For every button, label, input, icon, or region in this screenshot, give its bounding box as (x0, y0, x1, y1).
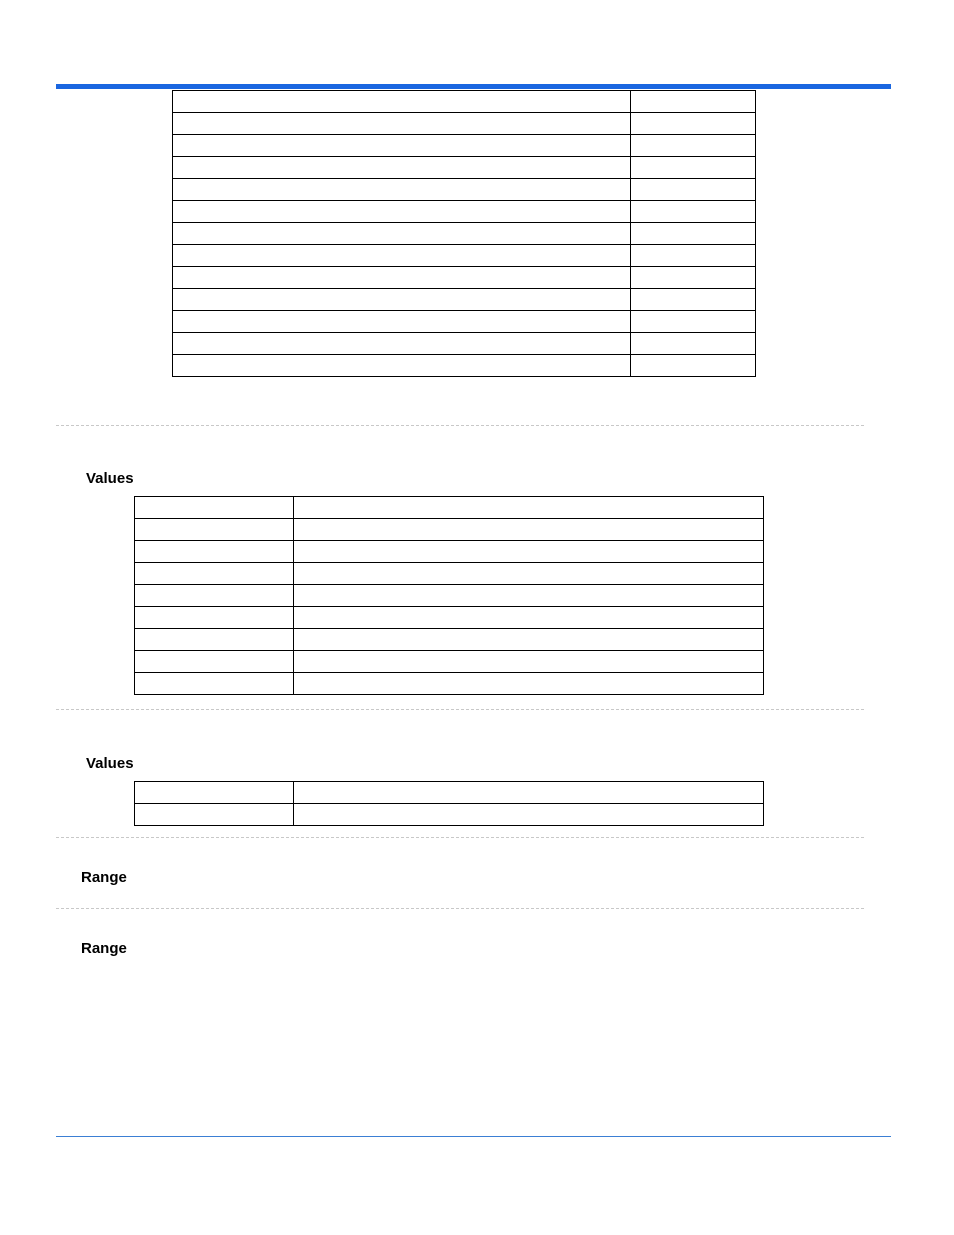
footer-rule (56, 1136, 891, 1137)
table-cell (294, 497, 764, 519)
table-cell (631, 201, 756, 223)
table-cell (294, 673, 764, 695)
table-row (173, 245, 756, 267)
table-1-body (173, 91, 756, 377)
table-cell (294, 519, 764, 541)
table-row (135, 651, 764, 673)
section-heading-values: Values (86, 755, 134, 772)
section-heading-range: Range (81, 940, 127, 957)
table-row (173, 333, 756, 355)
table-cell (631, 289, 756, 311)
table-cell (173, 223, 631, 245)
table-cell (631, 245, 756, 267)
table-cell (135, 519, 294, 541)
table-cell (135, 782, 294, 804)
table-row (135, 629, 764, 651)
table-cell (294, 782, 764, 804)
table-1 (172, 90, 756, 377)
table-cell (631, 157, 756, 179)
table-row (135, 497, 764, 519)
table-row (135, 673, 764, 695)
table-cell (631, 135, 756, 157)
table-row (135, 804, 764, 826)
table-cell (631, 113, 756, 135)
table-cell (294, 629, 764, 651)
table-cell (294, 541, 764, 563)
table-cell (631, 333, 756, 355)
table-row (173, 223, 756, 245)
table-cell (173, 267, 631, 289)
table-cell (135, 673, 294, 695)
table-cell (631, 179, 756, 201)
table-row (173, 113, 756, 135)
header-rule (56, 84, 891, 89)
table-row (173, 311, 756, 333)
table-row (135, 782, 764, 804)
table-cell (173, 179, 631, 201)
table-2-body (135, 497, 764, 695)
table-cell (631, 355, 756, 377)
table-cell (294, 563, 764, 585)
table-row (173, 135, 756, 157)
table-cell (135, 804, 294, 826)
table-cell (173, 311, 631, 333)
table-row (173, 179, 756, 201)
table-cell (135, 585, 294, 607)
table-cell (173, 135, 631, 157)
table-cell (173, 91, 631, 113)
section-divider (56, 837, 864, 838)
table-cell (173, 289, 631, 311)
section-divider (56, 709, 864, 710)
table-cell (135, 607, 294, 629)
table-cell (294, 804, 764, 826)
table-cell (294, 607, 764, 629)
table-cell (173, 245, 631, 267)
table-cell (173, 201, 631, 223)
table-cell (294, 651, 764, 673)
section-heading-values: Values (86, 470, 134, 487)
table-cell (135, 497, 294, 519)
table-3 (134, 781, 764, 826)
table-row (173, 355, 756, 377)
table-3-body (135, 782, 764, 826)
table-2 (134, 496, 764, 695)
table-cell (173, 157, 631, 179)
table-cell (173, 113, 631, 135)
section-heading-range: Range (81, 869, 127, 886)
table-cell (135, 541, 294, 563)
table-row (173, 201, 756, 223)
table-cell (173, 355, 631, 377)
table-row (135, 563, 764, 585)
table-cell (294, 585, 764, 607)
table-row (135, 519, 764, 541)
table-cell (631, 223, 756, 245)
table-row (135, 585, 764, 607)
table-row (173, 267, 756, 289)
table-row (135, 541, 764, 563)
table-row (135, 607, 764, 629)
section-divider (56, 908, 864, 909)
table-cell (135, 651, 294, 673)
table-cell (135, 629, 294, 651)
table-cell (173, 333, 631, 355)
table-row (173, 157, 756, 179)
table-cell (631, 311, 756, 333)
table-cell (135, 563, 294, 585)
section-divider (56, 425, 864, 426)
table-row (173, 289, 756, 311)
table-cell (631, 267, 756, 289)
table-row (173, 91, 756, 113)
table-cell (631, 91, 756, 113)
